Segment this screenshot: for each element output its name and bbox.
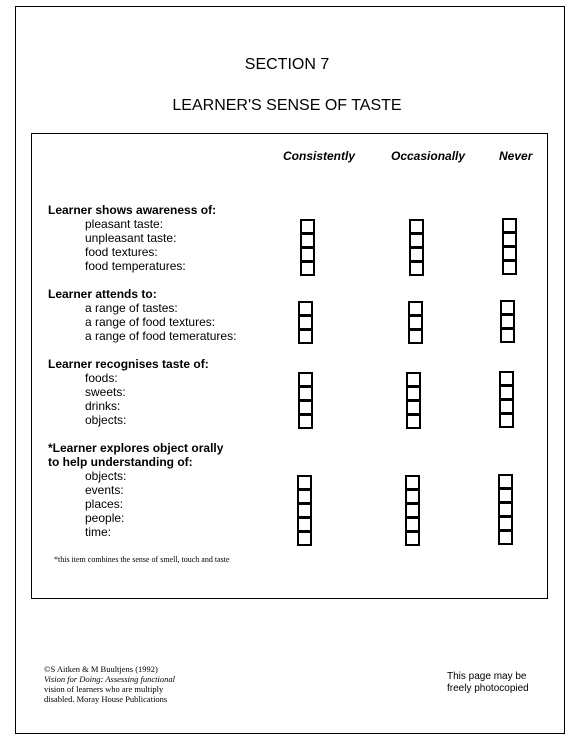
group-heading-explores: *Learner explores object orally [48,441,224,455]
item-label: food temperatures: [85,259,186,273]
checkbox[interactable] [409,219,424,234]
group-heading-attends: Learner attends to: [48,287,157,301]
checkbox[interactable] [405,489,420,504]
column-header-occasionally: Occasionally [391,149,466,163]
photocopy-note-line: freely photocopied [447,683,529,694]
checkbox[interactable] [500,328,515,343]
checkbox-stack-occasionally [405,475,420,546]
item-label: objects: [85,469,127,483]
photocopy-note [447,671,557,695]
section-number: SECTION 7 [244,56,330,73]
checkbox[interactable] [499,413,514,428]
checkbox[interactable] [499,371,514,386]
item-label: food textures: [85,245,158,259]
checkbox-stack-occasionally [409,219,424,276]
group-heading-explores-cont: to help understanding of: [48,455,193,469]
checkbox[interactable] [405,531,420,546]
item-label: foods: [85,371,118,385]
item-label: places: [85,497,124,511]
checkbox[interactable] [502,260,517,275]
item-label: pleasant taste: [85,217,164,231]
checkbox[interactable] [297,475,312,490]
copyright-title [44,674,214,684]
checkbox[interactable] [300,261,315,276]
checkbox[interactable] [298,414,313,429]
checkbox[interactable] [298,301,313,316]
checkbox[interactable] [297,503,312,518]
checkbox[interactable] [298,400,313,415]
copyright-line: ©S Aitken & M Buultjens (1992) [44,664,158,674]
checkbox[interactable] [298,329,313,344]
footnote: *this item combines the sense of smell, touch and taste [54,555,230,564]
checkbox[interactable] [502,232,517,247]
checkbox[interactable] [409,261,424,276]
checkbox[interactable] [498,516,513,531]
copyright-notice [44,664,214,704]
checkbox[interactable] [500,314,515,329]
item-label: unpleasant taste: [85,231,177,245]
checkbox[interactable] [499,399,514,414]
photocopy-note-line: This page may be [447,671,527,682]
checkbox-stack-never [500,300,515,343]
item-label: objects: [85,413,127,427]
item-label: a range of food textures: [85,315,216,329]
item-label: sweets: [85,385,126,399]
item-label: a range of tastes: [85,301,178,315]
checkbox[interactable] [406,414,421,429]
checkbox[interactable] [408,329,423,344]
item-label: events: [85,483,124,497]
checkbox-stack-consistently [297,475,312,546]
checkbox[interactable] [298,372,313,387]
checkbox[interactable] [499,385,514,400]
column-header-never: Never [499,149,533,163]
checkbox[interactable] [406,386,421,401]
checkbox[interactable] [297,489,312,504]
checkbox-stack-never [498,474,513,545]
checkbox[interactable] [408,301,423,316]
checkbox[interactable] [297,531,312,546]
checkbox[interactable] [406,372,421,387]
checkbox[interactable] [498,488,513,503]
column-header-consistently: Consistently [283,149,356,163]
copyright-line: vision of learners who are multiply [44,684,164,694]
checkbox[interactable] [498,530,513,545]
copyright-line: disabled. Moray House Publications [44,694,168,704]
group-heading-recognises: Learner recognises taste of: [48,357,209,371]
checkbox[interactable] [409,233,424,248]
checkbox-stack-consistently [298,301,313,344]
checkbox[interactable] [409,247,424,262]
section-title: LEARNER'S SENSE OF TASTE [172,97,402,114]
checkbox-stack-never [499,371,514,428]
item-label: time: [85,525,112,539]
checkbox-stack-occasionally [408,301,423,344]
checkbox[interactable] [408,315,423,330]
checkbox[interactable] [500,300,515,315]
checkbox[interactable] [405,503,420,518]
checkbox[interactable] [502,246,517,261]
group-heading-awareness: Learner shows awareness of: [48,203,217,217]
checkbox-stack-consistently [298,372,313,429]
checkbox[interactable] [406,400,421,415]
checkbox[interactable] [498,474,513,489]
checkbox[interactable] [297,517,312,532]
checkbox[interactable] [300,219,315,234]
checkbox[interactable] [405,517,420,532]
checkbox[interactable] [405,475,420,490]
checkbox-stack-occasionally [406,372,421,429]
checkbox-stack-never [502,218,517,275]
item-label: drinks: [85,399,121,413]
checkbox[interactable] [298,386,313,401]
checkbox[interactable] [502,218,517,233]
checkbox[interactable] [300,233,315,248]
checkbox[interactable] [498,502,513,517]
checkbox[interactable] [300,247,315,262]
checkbox[interactable] [298,315,313,330]
item-label: a range of food temeratures: [85,329,237,343]
checkbox-stack-consistently [300,219,315,276]
item-label: people: [85,511,125,525]
copyright-title-text: Vision for Doing: Assessing functional [44,674,175,684]
